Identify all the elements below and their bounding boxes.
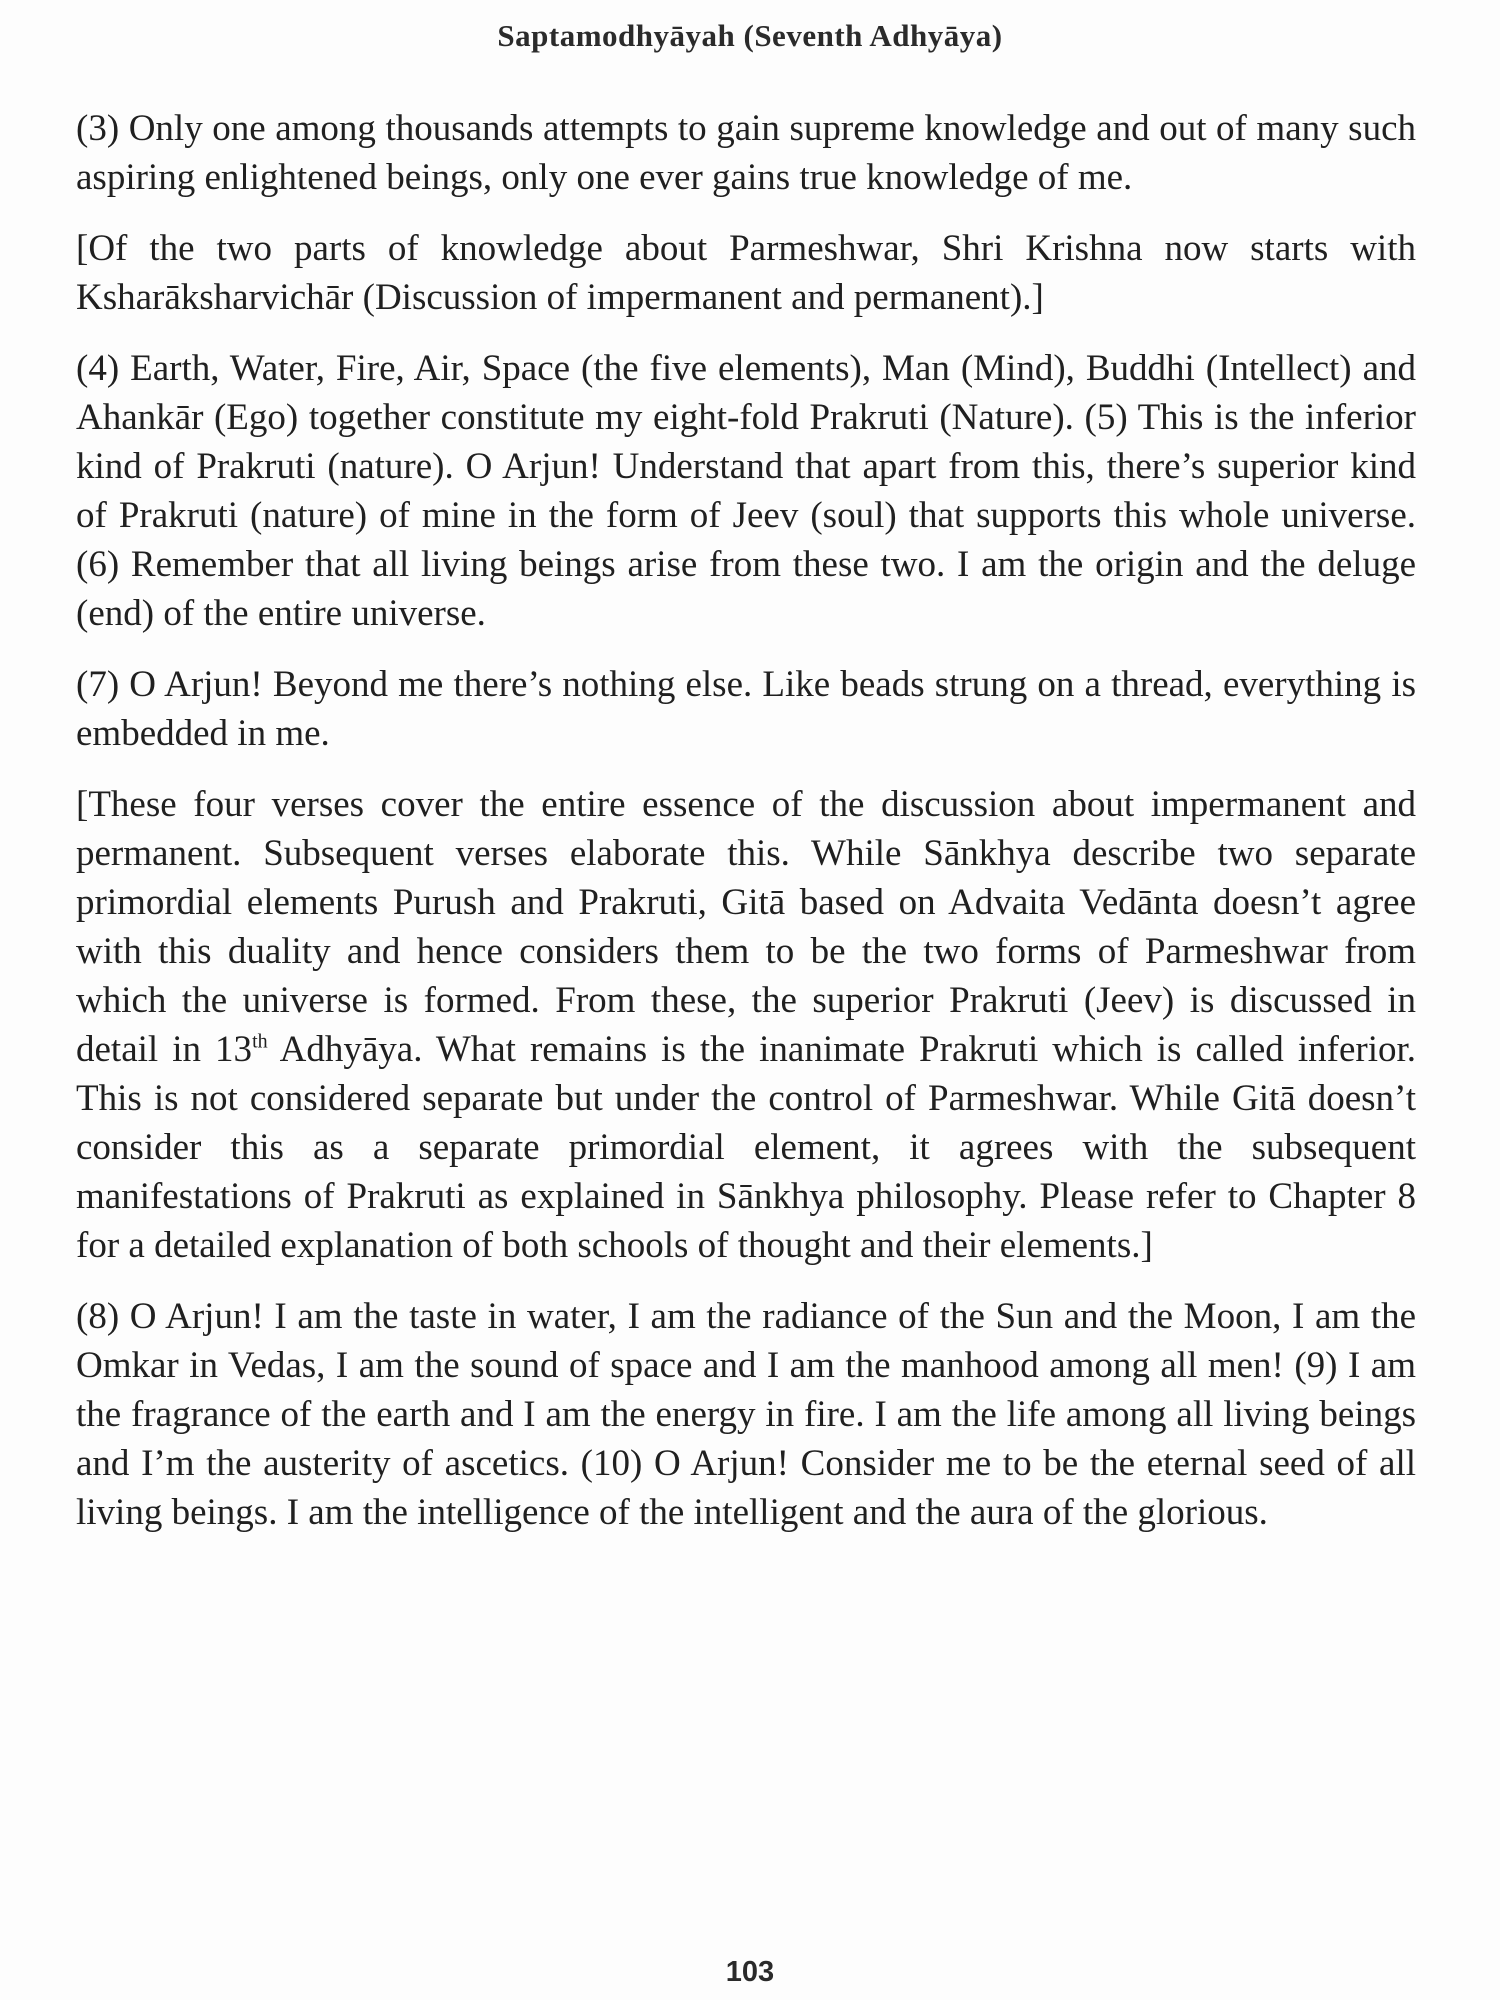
commentary-text-part-1: [These four verses cover the entire essence of the discussion about impermanent and permanent. Subsequent verses elaborate this. While Sānkhya describe two separate primordial elements Purush and Prakruti, Gitā based on Advaita Vedānta doesn’t agree with this duality and hence considers them to be the two forms of Parmeshwar from which the universe is formed. From these, the superior Prakruti (Jeev) is discussed in detail in 13 <box>76 784 1416 1070</box>
running-header: Saptamodhyāyah (Seventh Adhyāya) <box>497 18 1003 53</box>
paragraph-verses-8-10: (8) O Arjun! I am the taste in water, I am the radiance of the Sun and the Moon, I am the Omkar in Vedas, I am the sound of space and I am the manhood among all men! (9) I am the fragrance of the earth and I am the energy in fire. I am the life among all living beings and I’m the austerity of ascetics. (10) O Arjun! Consider me to be the eternal seed of all living beings. I am the intelligence of the intelligent and the aura of the glorious. <box>76 1296 1416 1533</box>
paragraph-commentary-essence <box>76 780 1416 1270</box>
paragraph-verses-4-6: (4) Earth, Water, Fire, Air, Space (the five elements), Man (Mind), Buddhi (Intellect) and Ahankār (Ego) together constitute my eight-fold Prakruti (Nature). (5) This is the inferior kind of Prakruti (nature). O Arjun! Understand that apart from this, there’s superior kind of Prakruti (nature) of mine in the form of Jeev (soul) that supports this whole universe. (6) Remember that all living beings arise from these two. I am the origin and the deluge (end) of the entire universe. <box>76 348 1416 634</box>
paragraph-verse-3: (3) Only one among thousands attempts to gain supreme knowledge and out of many such aspiring enlightened beings, only one ever gains true knowledge of me. <box>76 108 1416 198</box>
paragraph-commentary-intro: [Of the two parts of knowledge about Parmeshwar, Shri Krishna now starts with Ksharāksharvichār (Discussion of impermanent and permanent).] <box>76 228 1416 318</box>
paragraph-verse-7: (7) O Arjun! Beyond me there’s nothing else. Like beads strung on a thread, everything is embedded in me. <box>76 664 1416 754</box>
page-number: 103 <box>725 1956 775 1988</box>
ordinal-superscript: th <box>252 1030 268 1053</box>
page-body <box>76 104 1416 1559</box>
commentary-text-part-2: Adhyāya. What remains is the inanimate Prakruti which is called inferior. This is not considered separate but under the control of Parmeshwar. While Gitā doesn’t consider this as a separate primordial element, it agrees with the subsequent manifestations of Prakruti as explained in Sānkhya philosophy. Please refer to Chapter 8 for a detailed explanation of both schools of thought and their elements.] <box>76 1029 1417 1266</box>
